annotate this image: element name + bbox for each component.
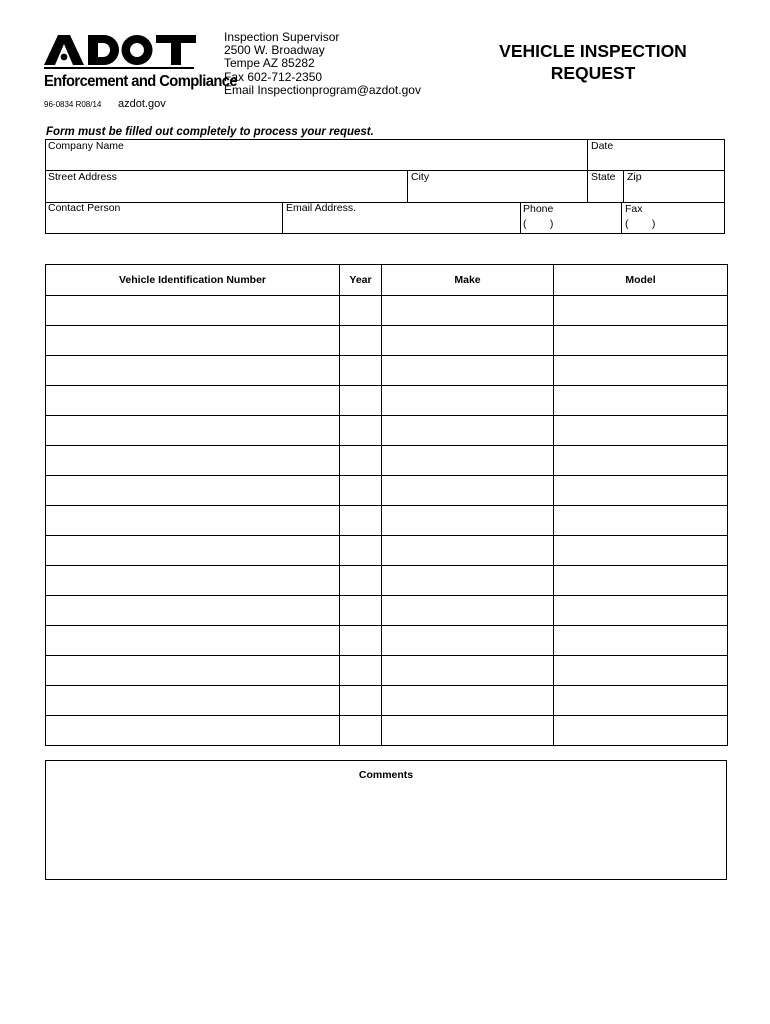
table-row bbox=[46, 686, 728, 716]
model-cell[interactable] bbox=[554, 716, 728, 746]
year-cell[interactable] bbox=[340, 626, 382, 656]
model-cell[interactable] bbox=[554, 386, 728, 416]
column-header-model: Model bbox=[554, 265, 728, 296]
vin-cell[interactable] bbox=[46, 326, 340, 356]
website-text: azdot.gov bbox=[118, 98, 166, 110]
make-cell[interactable] bbox=[382, 686, 554, 716]
column-header-year: Year bbox=[340, 265, 382, 296]
phone-field[interactable] bbox=[523, 202, 619, 232]
table-row bbox=[46, 506, 728, 536]
year-cell[interactable] bbox=[340, 686, 382, 716]
year-cell[interactable] bbox=[340, 596, 382, 626]
year-cell[interactable] bbox=[340, 506, 382, 536]
street-address-field[interactable] bbox=[48, 171, 404, 201]
email-address-field[interactable] bbox=[286, 202, 518, 232]
state-field[interactable] bbox=[591, 171, 621, 201]
logo-subtitle: Enforcement and Compliance bbox=[44, 73, 238, 90]
city-field[interactable] bbox=[411, 171, 585, 201]
contact-person-field[interactable] bbox=[48, 202, 280, 232]
make-cell[interactable] bbox=[382, 596, 554, 626]
make-cell[interactable] bbox=[382, 386, 554, 416]
vehicle-table-header bbox=[46, 265, 728, 296]
table-row bbox=[46, 416, 728, 446]
fax-field[interactable] bbox=[625, 202, 721, 232]
year-cell[interactable] bbox=[340, 386, 382, 416]
make-cell[interactable] bbox=[382, 536, 554, 566]
make-cell[interactable] bbox=[382, 356, 554, 386]
fax-label: Fax bbox=[625, 203, 643, 215]
model-cell[interactable] bbox=[554, 326, 728, 356]
make-cell[interactable] bbox=[382, 476, 554, 506]
table-row bbox=[46, 596, 728, 626]
vin-cell[interactable] bbox=[46, 296, 340, 326]
vin-cell[interactable] bbox=[46, 656, 340, 686]
column-header-vin: Vehicle Identification Number bbox=[46, 265, 340, 296]
year-cell[interactable] bbox=[340, 656, 382, 686]
email-address-label: Email Address. bbox=[286, 202, 357, 214]
zip-label: Zip bbox=[627, 171, 642, 183]
table-row bbox=[46, 386, 728, 416]
vin-cell[interactable] bbox=[46, 686, 340, 716]
phone-label: Phone bbox=[523, 203, 554, 215]
vin-cell[interactable] bbox=[46, 716, 340, 746]
vin-cell[interactable] bbox=[46, 566, 340, 596]
form-title bbox=[470, 40, 716, 84]
vin-cell[interactable] bbox=[46, 446, 340, 476]
vin-cell[interactable] bbox=[46, 356, 340, 386]
contact-person-label: Contact Person bbox=[48, 202, 121, 214]
address-line: 2500 W. Broadway bbox=[224, 43, 325, 58]
address-line: Email Inspectionprogram@azdot.gov bbox=[224, 82, 421, 97]
table-row bbox=[46, 536, 728, 566]
model-cell[interactable] bbox=[554, 536, 728, 566]
vin-cell[interactable] bbox=[46, 506, 340, 536]
vin-cell[interactable] bbox=[46, 416, 340, 446]
table-row bbox=[46, 356, 728, 386]
vehicle-table bbox=[45, 264, 728, 746]
address-line: Tempe AZ 85282 bbox=[224, 56, 315, 71]
make-cell[interactable] bbox=[382, 446, 554, 476]
year-cell[interactable] bbox=[340, 296, 382, 326]
vin-cell[interactable] bbox=[46, 386, 340, 416]
model-cell[interactable] bbox=[554, 416, 728, 446]
table-row bbox=[46, 296, 728, 326]
make-cell[interactable] bbox=[382, 416, 554, 446]
make-cell[interactable] bbox=[382, 626, 554, 656]
year-cell[interactable] bbox=[340, 446, 382, 476]
zip-field[interactable] bbox=[627, 171, 722, 201]
table-row bbox=[46, 476, 728, 506]
adot-logo-mark-icon bbox=[44, 34, 196, 66]
fax-area-code: ( ) bbox=[625, 218, 656, 230]
logo-underline bbox=[44, 67, 194, 69]
year-cell[interactable] bbox=[340, 716, 382, 746]
form-number: 96-0834 R08/14 bbox=[44, 100, 102, 109]
model-cell[interactable] bbox=[554, 566, 728, 596]
year-cell[interactable] bbox=[340, 326, 382, 356]
state-label: State bbox=[591, 171, 616, 183]
date-label: Date bbox=[591, 140, 614, 152]
table-row bbox=[46, 626, 728, 656]
model-cell[interactable] bbox=[554, 626, 728, 656]
mailing-address bbox=[224, 31, 421, 97]
model-cell[interactable] bbox=[554, 446, 728, 476]
make-cell[interactable] bbox=[382, 506, 554, 536]
phone-area-code: ( ) bbox=[523, 218, 554, 230]
vin-cell[interactable] bbox=[46, 626, 340, 656]
model-cell[interactable] bbox=[554, 596, 728, 626]
table-row bbox=[46, 326, 728, 356]
table-row bbox=[46, 656, 728, 686]
company-name-field[interactable] bbox=[48, 140, 584, 170]
year-cell[interactable] bbox=[340, 356, 382, 386]
adot-logo bbox=[44, 34, 238, 92]
year-cell[interactable] bbox=[340, 536, 382, 566]
company-name-label: Company Name bbox=[48, 140, 124, 152]
date-field[interactable] bbox=[591, 140, 721, 170]
requester-info-grid bbox=[45, 139, 725, 234]
address-line: Fax 602-712-2350 bbox=[224, 69, 323, 84]
make-cell[interactable] bbox=[382, 326, 554, 356]
vin-cell[interactable] bbox=[46, 476, 340, 506]
model-cell[interactable] bbox=[554, 356, 728, 386]
year-cell[interactable] bbox=[340, 416, 382, 446]
make-cell[interactable] bbox=[382, 296, 554, 326]
comments-box[interactable] bbox=[45, 760, 727, 880]
comments-label: Comments bbox=[358, 769, 414, 781]
table-row bbox=[46, 446, 728, 476]
model-cell[interactable] bbox=[554, 296, 728, 326]
street-address-label: Street Address bbox=[48, 171, 117, 183]
make-cell[interactable] bbox=[382, 566, 554, 596]
form-title-line2: REQUEST bbox=[550, 63, 636, 83]
year-cell[interactable] bbox=[340, 566, 382, 596]
address-line: Inspection Supervisor bbox=[224, 30, 340, 44]
make-cell[interactable] bbox=[382, 716, 554, 746]
form-title-line1: VEHICLE INSPECTION bbox=[499, 41, 687, 61]
instructions: Form must be filled out completely to process your request. bbox=[46, 126, 374, 138]
vin-cell[interactable] bbox=[46, 596, 340, 626]
city-label: City bbox=[411, 171, 430, 183]
year-cell[interactable] bbox=[340, 476, 382, 506]
column-header-make: Make bbox=[382, 265, 554, 296]
table-row bbox=[46, 566, 728, 596]
model-cell[interactable] bbox=[554, 506, 728, 536]
vin-cell[interactable] bbox=[46, 536, 340, 566]
model-cell[interactable] bbox=[554, 656, 728, 686]
table-row bbox=[46, 716, 728, 746]
model-cell[interactable] bbox=[554, 476, 728, 506]
make-cell[interactable] bbox=[382, 656, 554, 686]
model-cell[interactable] bbox=[554, 686, 728, 716]
